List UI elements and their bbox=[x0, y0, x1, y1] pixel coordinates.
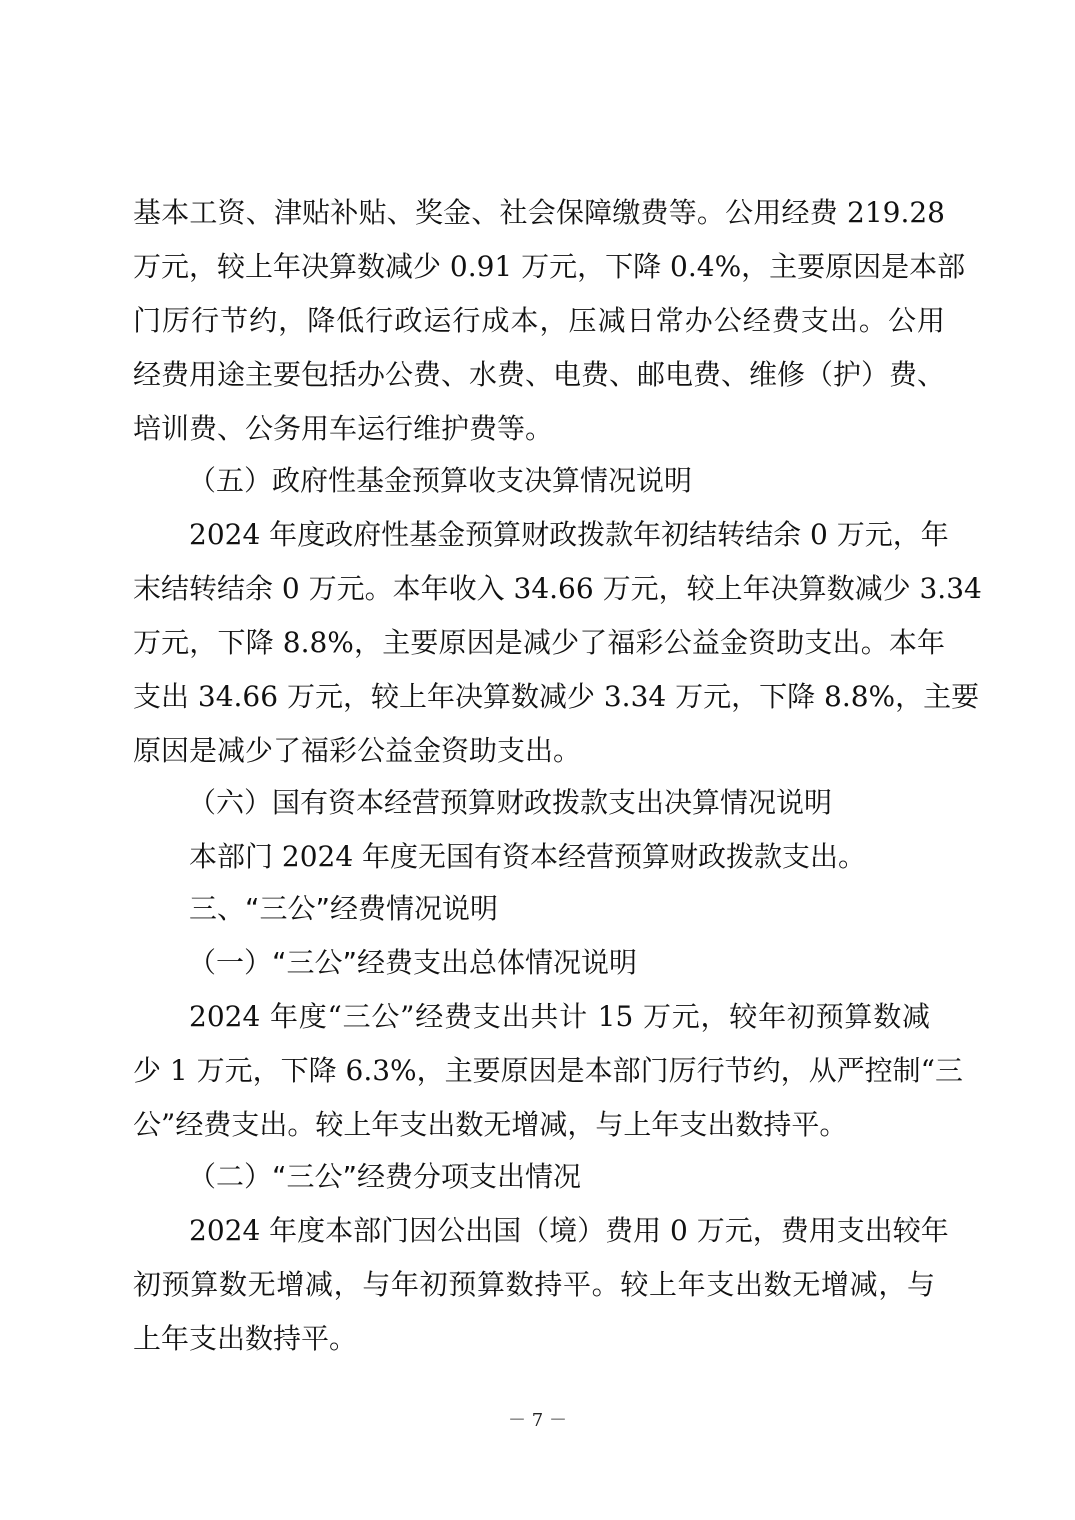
body-line: 门厉行节约，降低行政运行成本，压减日常办公经费支出。公用 bbox=[133, 304, 945, 337]
subsection-heading-one: （一）“三公”经费支出总体情况说明 bbox=[188, 946, 638, 979]
body-line: 公”经费支出。较上年支出数无增减，与上年支出数持平。 bbox=[133, 1108, 848, 1141]
body-line: 上年支出数持平。 bbox=[133, 1322, 358, 1355]
section-heading-six: （六）国有资本经营预算财政拨款支出决算情况说明 bbox=[188, 786, 833, 819]
body-line: 原因是减少了福彩公益金资助支出。 bbox=[133, 734, 582, 767]
section-heading-three: 三、“三公”经费情况说明 bbox=[189, 892, 499, 925]
body-line: 本部门 2024 年度无国有资本经营预算财政拨款支出。 bbox=[189, 840, 867, 873]
body-line: 2024 年度政府性基金预算财政拨款年初结转结余 0 万元，年 bbox=[189, 518, 949, 551]
page-number: － 7 － bbox=[508, 1410, 567, 1431]
body-line: 少 1 万元，下降 6.3%，主要原因是本部门厉行节约，从严控制“三 bbox=[133, 1054, 963, 1087]
body-line: 2024 年度本部门因公出国（境）费用 0 万元，费用支出较年 bbox=[189, 1214, 949, 1247]
body-line: 万元，下降 8.8%，主要原因是减少了福彩公益金资助支出。本年 bbox=[133, 626, 945, 659]
body-line: 支出 34.66 万元，较上年决算数减少 3.34 万元，下降 8.8%，主要 bbox=[133, 680, 980, 713]
body-line: 万元，较上年决算数减少 0.91 万元，下降 0.4%，主要原因是本部 bbox=[133, 250, 966, 283]
section-heading-five: （五）政府性基金预算收支决算情况说明 bbox=[188, 464, 693, 497]
body-line: 初预算数无增减，与年初预算数持平。较上年支出数无增减，与 bbox=[133, 1268, 935, 1301]
subsection-heading-two: （二）“三公”经费分项支出情况 bbox=[188, 1160, 582, 1193]
body-line: 基本工资、津贴补贴、奖金、社会保障缴费等。公用经费 219.28 bbox=[133, 196, 945, 229]
body-line: 2024 年度“三公”经费支出共计 15 万元，较年初预算数减 bbox=[189, 1000, 930, 1033]
body-line: 培训费、公务用车运行维护费等。 bbox=[133, 412, 554, 445]
body-line: 经费用途主要包括办公费、水费、电费、邮电费、维修（护）费、 bbox=[133, 358, 946, 391]
body-line: 末结转结余 0 万元。本年收入 34.66 万元，较上年决算数减少 3.34 bbox=[133, 572, 982, 605]
